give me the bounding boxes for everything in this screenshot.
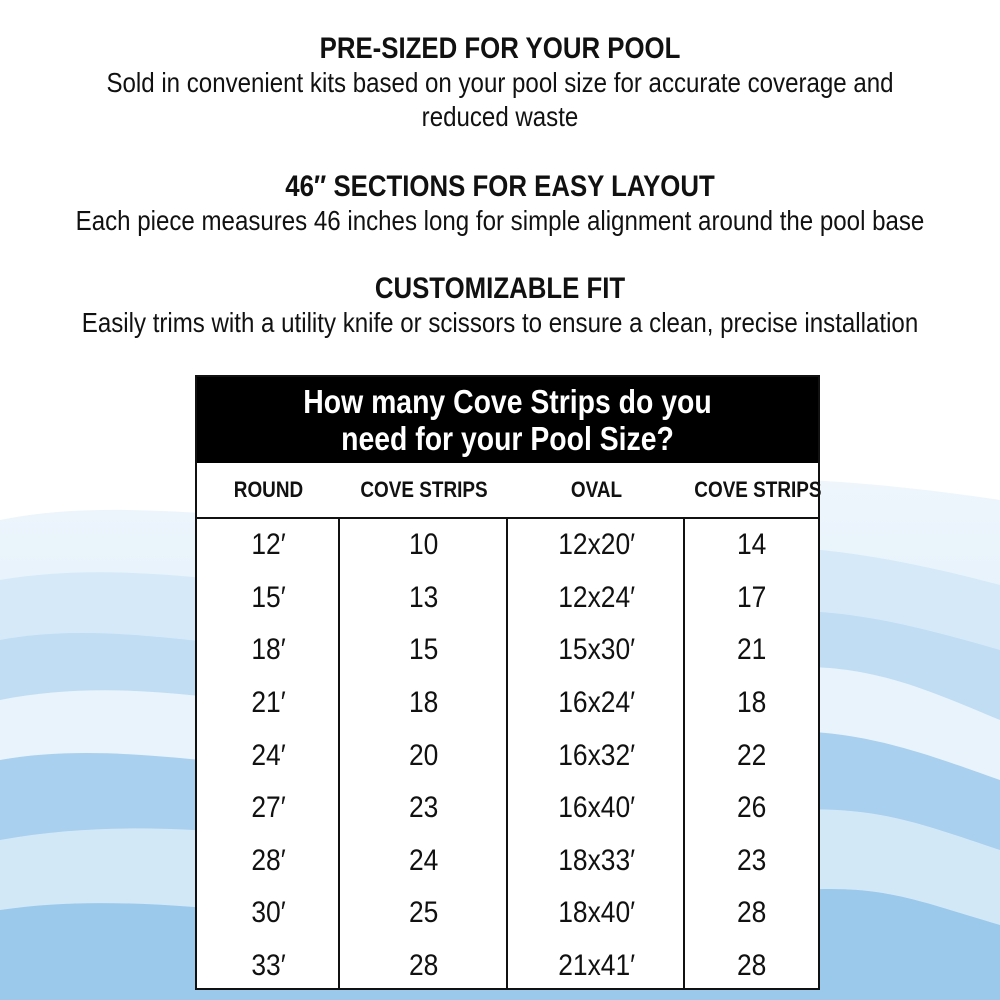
table-header-row <box>197 463 822 519</box>
round-cove-strips-cell <box>340 729 508 782</box>
cell-value: 28′ <box>251 843 286 877</box>
oval-size-cell <box>508 782 685 835</box>
cell-value: 18′ <box>251 633 286 667</box>
oval-size-cell <box>508 887 685 940</box>
cell-value: 24′ <box>251 738 286 772</box>
cell-value: 23 <box>409 791 439 825</box>
oval-cove-strips-cell <box>685 624 818 677</box>
table-title <box>197 377 818 463</box>
cell-value: 28 <box>409 949 439 983</box>
cell-value: 16x40′ <box>558 791 635 825</box>
round-size-cell <box>197 782 340 835</box>
cell-value: 18 <box>736 686 767 720</box>
column-divider <box>683 517 685 988</box>
cell-value: 21 <box>736 633 767 667</box>
cell-value: 12′ <box>251 528 286 562</box>
round-cove-strips-cell <box>340 519 508 572</box>
oval-size-cell <box>508 677 685 730</box>
round-size-cell <box>197 677 340 730</box>
oval-cove-strips-cell <box>685 782 818 835</box>
round-cove-strips-cell <box>340 782 508 835</box>
round-size-cell <box>197 835 340 888</box>
cell-value: 18x40′ <box>558 896 635 930</box>
round-cove-strips-cell <box>340 835 508 888</box>
cell-value: 27′ <box>251 791 286 825</box>
oval-size-cell <box>508 519 685 572</box>
feature-description: Easily trims with a utility knife or scissors to ensure a clean, precise installation <box>81 307 919 338</box>
feature-heading: PRE-SIZED FOR YOUR POOL <box>319 32 681 65</box>
cell-value: 14 <box>736 528 767 562</box>
cell-value: 18 <box>409 686 439 720</box>
round-size-cell <box>197 940 340 993</box>
feature-46-inch-sections <box>0 170 1000 238</box>
oval-cove-strips-cell <box>685 729 818 782</box>
oval-size-cell <box>508 729 685 782</box>
round-cove-strips-cell <box>340 624 508 677</box>
cell-value: 26 <box>736 791 767 825</box>
oval-cove-strips-cell <box>685 519 818 572</box>
header-oval-cove-strips: COVE STRIPS <box>694 477 822 502</box>
table-title-line-2: need for your Pool Size? <box>341 420 674 457</box>
round-cove-strips-cell <box>340 572 508 625</box>
cell-value: 23 <box>736 843 767 877</box>
oval-size-cell <box>508 835 685 888</box>
oval-cove-strips-cell <box>685 887 818 940</box>
cell-value: 30′ <box>251 896 286 930</box>
cove-strip-size-table <box>195 375 820 990</box>
cell-value: 21x41′ <box>558 949 635 983</box>
oval-cove-strips-cell <box>685 572 818 625</box>
round-cove-strips-cell <box>340 677 508 730</box>
cell-value: 15′ <box>251 580 286 614</box>
feature-heading: 46″ SECTIONS FOR EASY LAYOUT <box>285 170 715 203</box>
cell-value: 18x33′ <box>558 843 635 877</box>
round-size-cell <box>197 519 340 572</box>
round-cove-strips-cell <box>340 887 508 940</box>
cell-value: 22 <box>736 738 767 772</box>
oval-cove-strips-cell <box>685 940 818 993</box>
round-size-cell <box>197 572 340 625</box>
cell-value: 25 <box>409 896 439 930</box>
cell-value: 13 <box>409 580 439 614</box>
feature-description: Each piece measures 46 inches long for simple alignment around the pool base <box>75 205 925 236</box>
feature-pre-sized <box>0 32 1000 134</box>
oval-cove-strips-cell <box>685 677 818 730</box>
cell-value: 28 <box>736 896 767 930</box>
cell-value: 33′ <box>251 949 286 983</box>
cell-value: 24 <box>409 843 439 877</box>
round-cove-strips-cell <box>340 940 508 993</box>
round-size-cell <box>197 624 340 677</box>
oval-cove-strips-cell <box>685 835 818 888</box>
feature-heading: CUSTOMIZABLE FIT <box>374 272 626 305</box>
cell-value: 16x24′ <box>558 686 635 720</box>
header-round: ROUND <box>233 477 304 502</box>
header-oval: OVAL <box>570 477 623 502</box>
header-round-cove-strips: COVE STRIPS <box>360 477 488 502</box>
column-divider <box>506 517 508 988</box>
cell-value: 15x30′ <box>558 633 635 667</box>
cell-value: 15 <box>409 633 439 667</box>
cell-value: 28 <box>736 949 767 983</box>
oval-size-cell <box>508 940 685 993</box>
oval-size-cell <box>508 572 685 625</box>
round-size-cell <box>197 729 340 782</box>
round-size-cell <box>197 887 340 940</box>
table-title-line-1: How many Cove Strips do you <box>303 383 712 420</box>
feature-description: Sold in convenient kits based on your pool size for accurate coverage and reduced waste <box>106 67 894 132</box>
cell-value: 12x20′ <box>558 528 635 562</box>
cell-value: 21′ <box>251 686 286 720</box>
column-divider <box>338 517 340 988</box>
cell-value: 12x24′ <box>558 580 635 614</box>
oval-size-cell <box>508 624 685 677</box>
cell-value: 17 <box>736 580 767 614</box>
cell-value: 16x32′ <box>558 738 635 772</box>
feature-customizable-fit <box>0 272 1000 340</box>
cell-value: 20 <box>409 738 439 772</box>
cell-value: 10 <box>409 528 439 562</box>
